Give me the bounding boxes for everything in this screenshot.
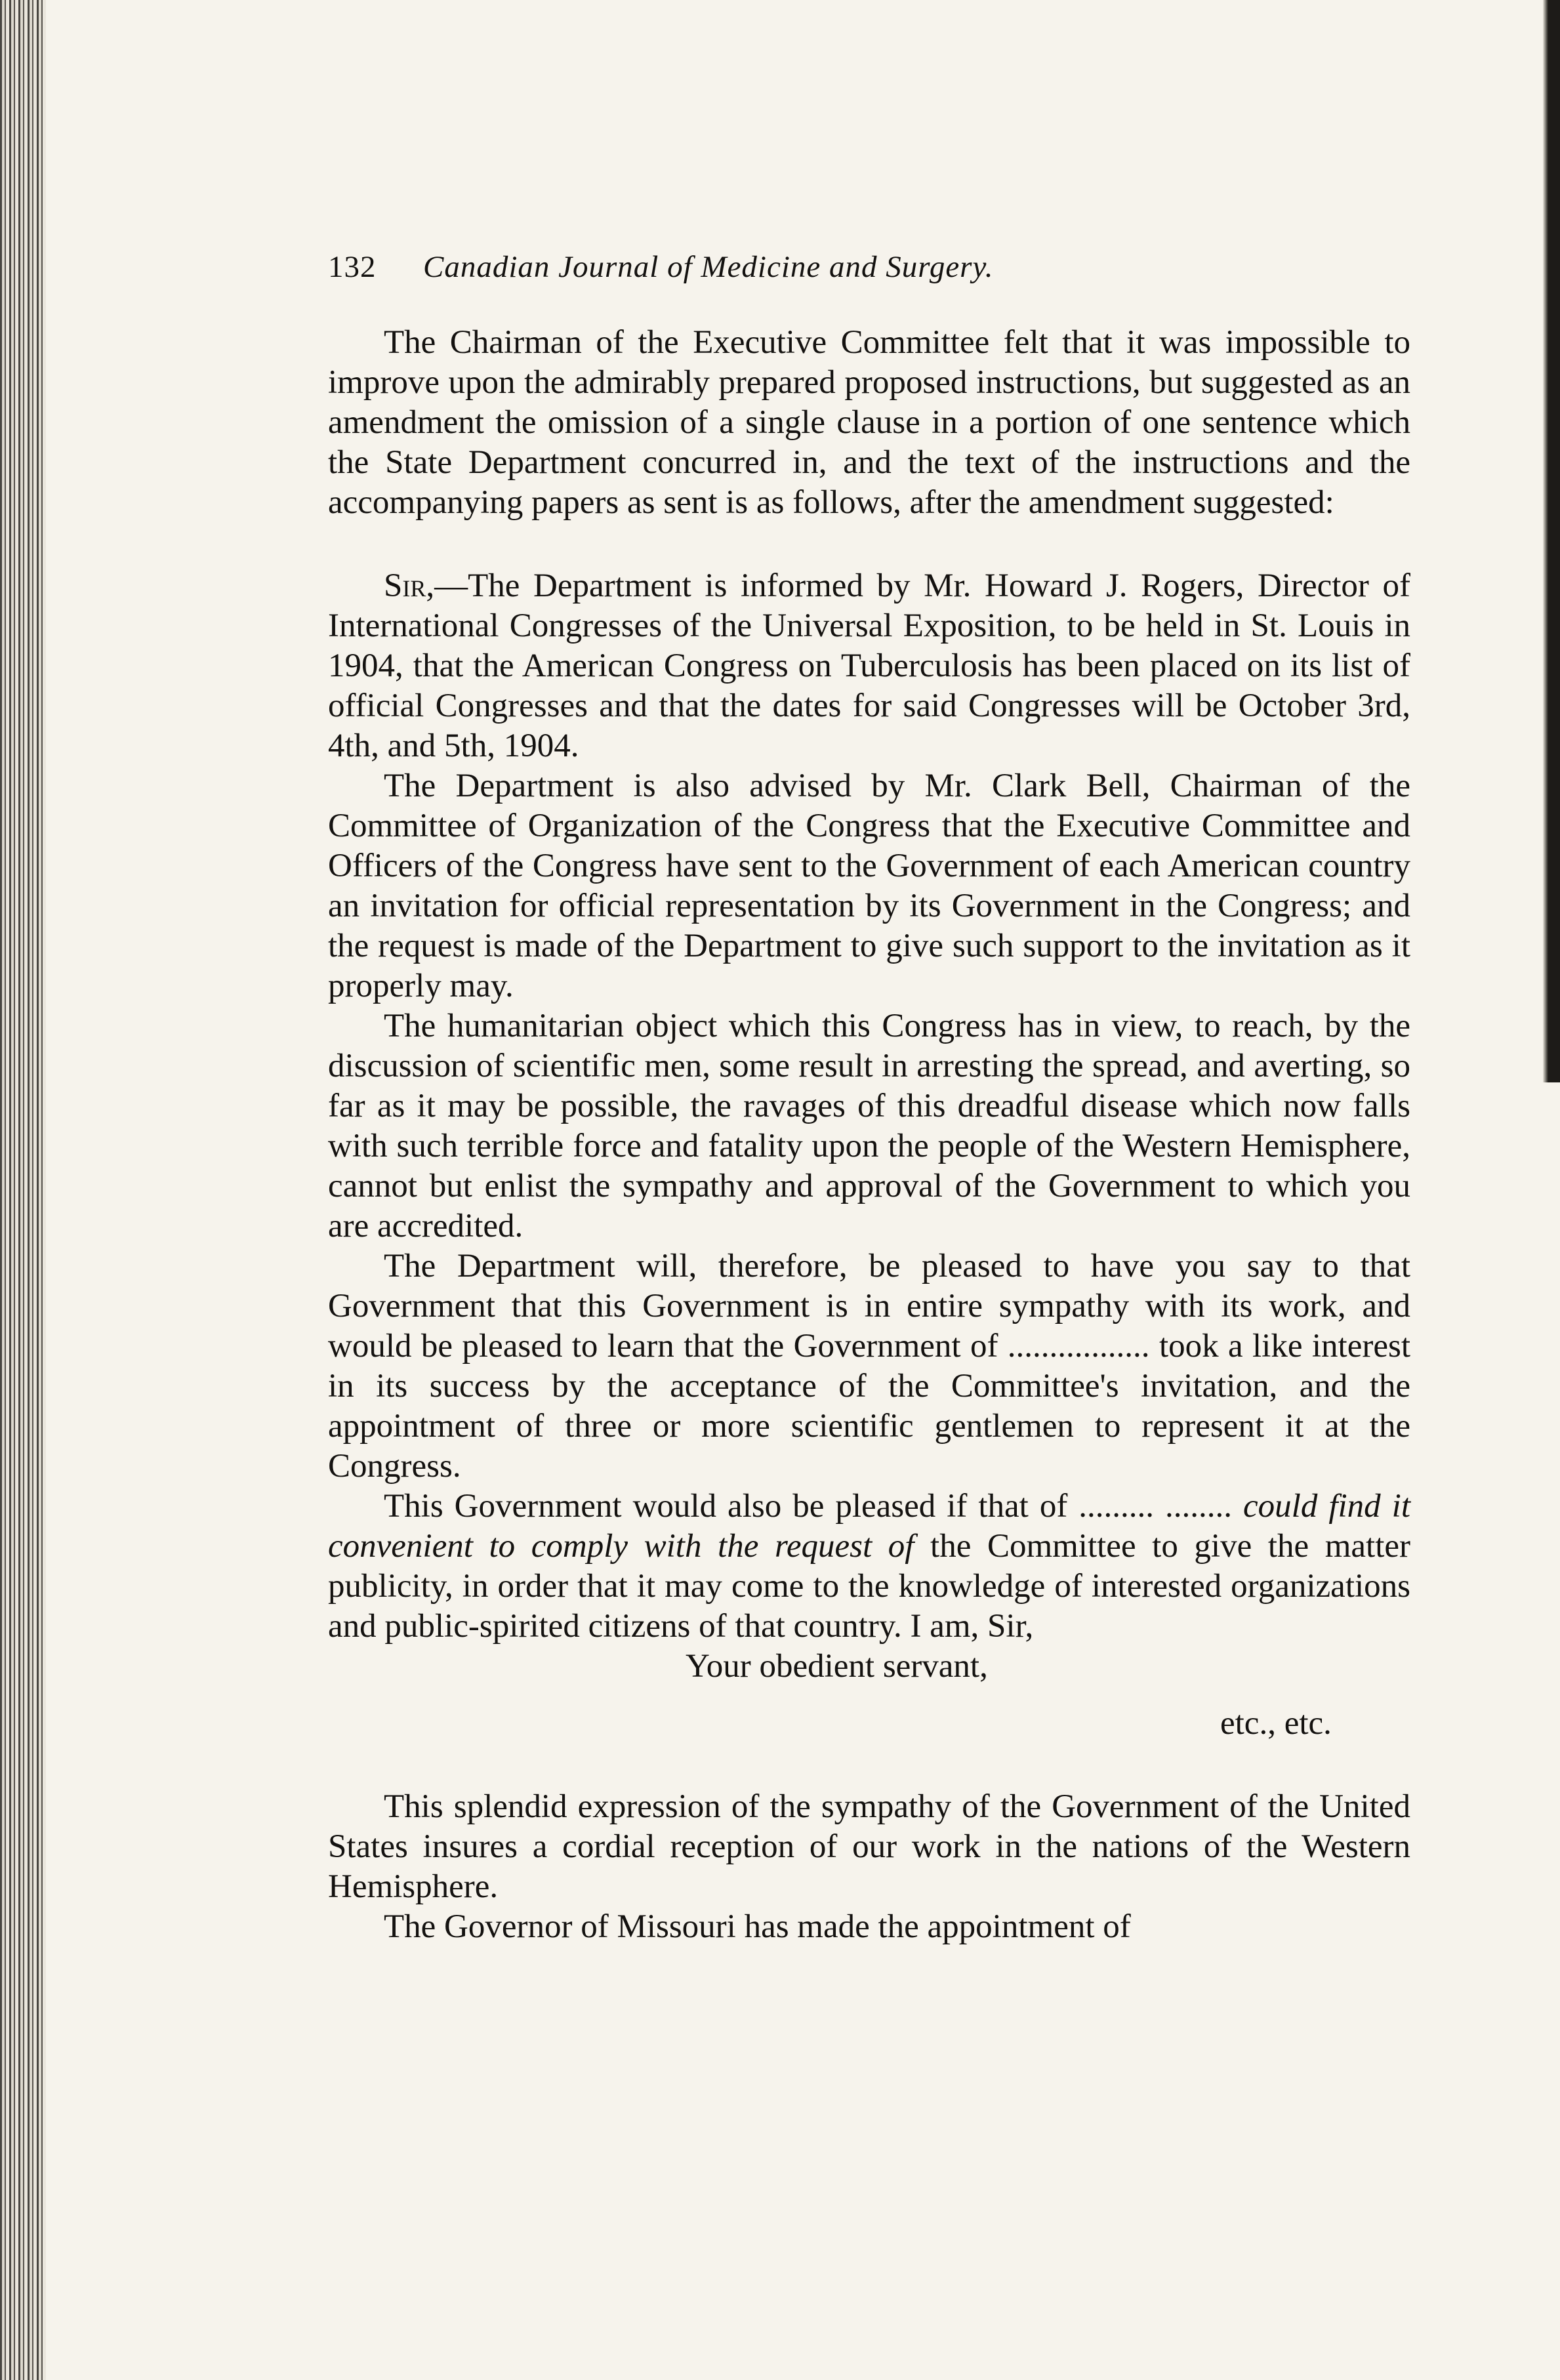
closing-salutation: Your obedient servant, — [686, 1648, 988, 1685]
letter-salutation: Sir, — [384, 567, 435, 604]
scan-left-edge — [0, 0, 46, 2380]
letter-paragraph-5 — [328, 1487, 1410, 1647]
letter-paragraph-2: The Department is also advised by Mr. Clark Bell, Chairman of the Committee of Organization of the Congress that the Executive Committee and Officers of the Congress have sent to the Government of each American country an invitation for official representation by its Government in the Congress; and the request is made of the Department to give such support to the invitation as it properly may. — [328, 768, 1410, 1004]
scan-right-edge — [1543, 0, 1560, 1082]
journal-title: Canadian Journal of Medicine and Surgery. — [423, 250, 994, 284]
page-number: 132 — [328, 250, 377, 284]
letter-paragraph-1 — [328, 566, 1410, 766]
intro-paragraph: The Chairman of the Executive Committee felt that it was impossible to improve upon the admirably prepared proposed instructions, but suggested as an amendment the omission of a single clause in a portion of one sentence which the State Department concurred in, and the text of the instructions and the accompanying papers as sent is as follows, after the amendment suggested: — [328, 324, 1410, 521]
letter-paragraph-5-end: the Committee to give the matter publicity, in order that it may come to the knowledge of interested organizations and public-spirited citizens of that country. I am, Sir, — [328, 1528, 1410, 1645]
letter-paragraph-4: The Department will, therefore, be pleased to have you say to that Government that this Government is in entire sympathy with its work, and would be pleased to learn that the Government of ................. took a like interest in its success by the acceptance of the Committee's invitation, and the appointment of three or more scientific gentlemen to represent it at the Congress. — [328, 1248, 1410, 1485]
after-paragraph-2: The Governor of Missouri has made the appointment of — [384, 1908, 1131, 1945]
running-head — [328, 249, 1410, 295]
after-paragraph-1: This splendid expression of the sympathy of the Government of the United States insures a cordial reception of our work in the nations of the Western Hemisphere. — [328, 1788, 1410, 1905]
letter-paragraph-1-text: —The Department is informed by Mr. Howard J. Rogers, Director of International Congresses of the Universal Exposition, to be held in St. Louis in 1904, that the American Congress on Tuberculosis has been placed on its list of official Congresses and that the dates for said Congresses will be October 3rd, 4th, and 5th, 1904. — [328, 567, 1410, 764]
document-page — [328, 249, 1410, 1947]
closing-etc: etc., etc. — [1220, 1705, 1332, 1742]
letter-paragraph-5-italic: could find it convenient to comply with the request of — [328, 1488, 1411, 1565]
letter-paragraph-3: The humanitarian object which this Congress has in view, to reach, by the discussion of scientific men, some result in arresting the spread, and averting, so far as it may be possible, the ravages of this dreadful disease which now falls with such terrible force and fatality upon the people of the Western Hemisphere, cannot but enlist the sympathy and approval of the Government to which you are accredited. — [328, 1008, 1410, 1244]
letter-paragraph-5-start: This Government would also be pleased if that of ......... ........ — [384, 1488, 1244, 1525]
